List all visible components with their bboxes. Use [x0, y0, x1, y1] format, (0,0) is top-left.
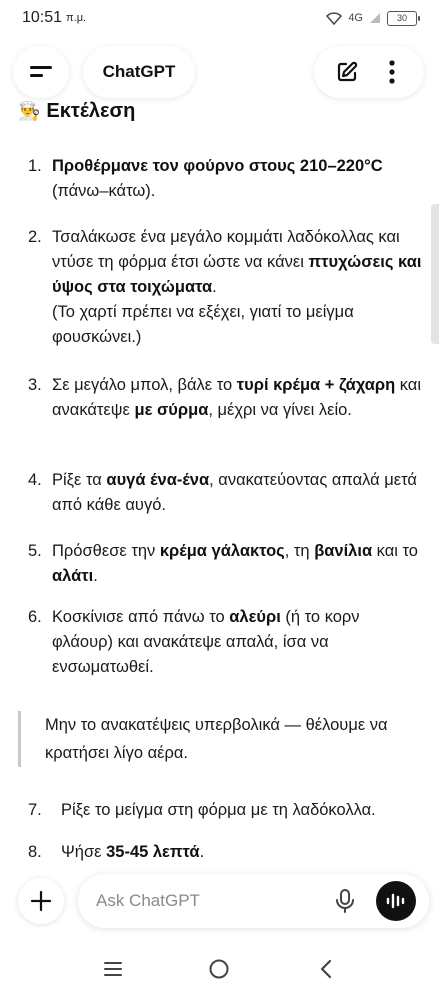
composer [0, 868, 439, 936]
step-text [52, 468, 423, 518]
app-title: ChatGPT [102, 62, 176, 81]
home-button[interactable] [199, 949, 239, 989]
step-text [52, 154, 423, 204]
edit-icon [335, 60, 359, 84]
battery-icon [387, 11, 417, 26]
plus-icon [30, 890, 52, 912]
step-text-run: . [93, 567, 98, 585]
recent-apps-icon [103, 961, 123, 977]
step-text-bold: Προθέρμανε τον φούρνο στους 210–220°C [52, 157, 383, 175]
more-vertical-icon [389, 60, 395, 84]
hamburger-icon [30, 65, 52, 79]
back-icon [319, 959, 333, 979]
step-text-run: Τσαλάκωσε ένα μεγάλο κομμάτι λαδόκολλας και ντύσε τη φόρμα έτσι ώστε να κάνει [52, 228, 400, 271]
chat-content[interactable] [0, 96, 439, 866]
step-text-run: Κοσκίνισε από πάνω το [52, 608, 230, 626]
step-text-run: Πρόσθεσε την [52, 542, 160, 560]
message-input-container [78, 874, 429, 928]
section-title: Εκτέλεση [46, 100, 136, 122]
step-text-run: (Το χαρτί πρέπει να εξέχει, γιατί το μείγμα φουσκώνει.) [52, 303, 354, 346]
app-header [0, 44, 439, 102]
step-text [52, 539, 423, 589]
step-item [28, 468, 423, 518]
step-text-bold: με σύρμα [134, 401, 209, 419]
step-number: 1. [28, 157, 42, 175]
attach-button[interactable] [18, 878, 64, 924]
header-actions [314, 46, 424, 98]
menu-button[interactable] [13, 46, 69, 98]
chef-icon: 👨‍🍳 [18, 101, 41, 121]
step-text-run: , τη [284, 542, 315, 560]
wifi-icon [326, 12, 342, 25]
step-text-bold: τυρί κρέμα + ζάχαρη [236, 376, 396, 394]
system-nav-bar [0, 938, 439, 1000]
step-text [61, 798, 376, 823]
step-text-run: , ανακατεύοντας απαλά μετά από κάθε αυγό. [52, 471, 417, 514]
step-number: 7. [28, 801, 42, 819]
step-text-run: (ή το κορν φλάουρ) και ανακάτεψε απαλά, ίσα να ενσωματωθεί. [52, 608, 360, 676]
step-text-run: Ψήσε [61, 843, 107, 861]
step-item [28, 798, 423, 823]
step-text-bold: κρέμα γάλακτος [159, 542, 285, 560]
step-text-bold: βανίλια [314, 542, 373, 560]
step-text-bold: αυγά ένα-ένα [106, 471, 210, 489]
back-button[interactable] [306, 949, 346, 989]
new-chat-button[interactable] [330, 55, 364, 89]
step-text-run: . [212, 278, 217, 296]
status-icons [326, 11, 417, 26]
step-text-run: και ανακάτεψε [52, 376, 421, 419]
dictate-button[interactable] [330, 885, 360, 917]
step-text [52, 605, 423, 680]
status-ampm: π.μ. [66, 12, 87, 24]
step-text-run: , μέχρι να γίνει λείο. [208, 401, 352, 419]
battery-level: 30 [396, 13, 407, 23]
message-input[interactable] [96, 874, 316, 928]
waveform-icon [385, 892, 407, 910]
step-text-run: . [199, 843, 205, 861]
step-number: 5. [28, 542, 42, 560]
step-item [28, 840, 423, 865]
step-item [28, 373, 423, 423]
step-text-bold: αλάτι [52, 567, 94, 585]
step-item [28, 539, 423, 589]
step-number: 6. [28, 608, 42, 626]
more-options-button[interactable] [375, 55, 409, 89]
voice-mode-button[interactable] [376, 881, 416, 921]
home-icon [208, 958, 230, 980]
network-label: 4G [348, 12, 363, 24]
step-text [52, 225, 423, 350]
microphone-icon [335, 888, 355, 914]
step-item [28, 154, 423, 204]
step-text-run: Ρίξε τα [52, 471, 107, 489]
signal-icon [369, 12, 381, 24]
step-text-bold: 35-45 λεπτά [106, 843, 200, 861]
model-selector[interactable] [83, 46, 195, 98]
step-text [61, 840, 204, 865]
step-text-bold: αλεύρι [229, 608, 281, 626]
step-text-bold: πτυχώσεις και ύψος στα τοιχώματα [52, 253, 422, 296]
status-bar [0, 0, 439, 36]
step-text-run: (πάνω–κάτω). [52, 182, 156, 200]
step-text-run: Σε μεγάλο μπολ, βάλε το [52, 376, 237, 394]
scrollbar[interactable] [431, 204, 439, 344]
blockquote: Μην το ανακατέψεις υπερβολικά — θέλουμε να κρατήσει λίγο αέρα. [18, 711, 423, 767]
step-text-run: και το [372, 542, 418, 560]
status-time: 10:51 [22, 9, 63, 26]
step-number: 2. [28, 228, 42, 246]
recent-apps-button[interactable] [93, 949, 133, 989]
step-number: 4. [28, 471, 42, 489]
step-item [28, 605, 423, 680]
section-heading [18, 100, 135, 123]
step-item [28, 225, 423, 350]
step-text-run: Ρίξε το μείγμα στη φόρμα με τη λαδόκολλα. [61, 801, 376, 819]
step-number: 8. [28, 843, 42, 861]
step-text [52, 373, 423, 423]
step-number: 3. [28, 376, 42, 394]
